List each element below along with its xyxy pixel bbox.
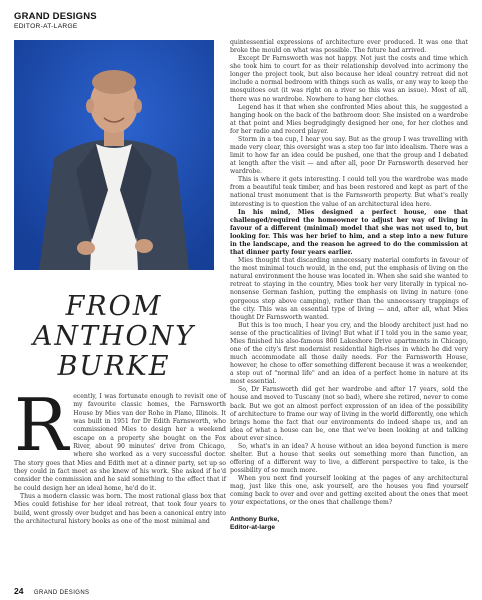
publication-name: GRAND DESIGNS (33, 590, 90, 596)
author-name: Anthony Burke, (230, 515, 280, 523)
article-title (14, 292, 214, 382)
body-paragraph: Except Dr Farnsworth was not happy. Not just the costs and time which she took him to court for as their relationship devolved into acrimony the longer the project took, but also because her ideal country retreat did not include a normal bedroom with things such as walls, or any way to keep the mosquitoes out (it was right on a river so this was an issue). Most of all, there was no wardrobe. Nowhere to hang her clothes. (230, 55, 468, 103)
body-paragraph: Thus a modern classic was born. The most rational glass box that Mies could fetishise for her ideal retreat, that took four years to build, went grossly over budget and has been a canonical entry into the architectural history books as one of the most minimal and (14, 493, 226, 526)
right-column (230, 39, 468, 533)
role-subtitle: EDITOR-AT-LARGE (14, 23, 78, 30)
body-paragraph: quintessential expressions of architecture ever produced. It was one that broke the mould on what was possible. The future had arrived. (230, 39, 468, 55)
drop-cap: R (14, 383, 69, 467)
left-column (14, 383, 226, 527)
body-paragraph: Storm in a tea cup, I hear you say. But as the group I was travelling with made very clear, this oversight was a step too far into idealism. There was a limit to how far an idea could be pushed, one that the group and I debated at length after the visit — and after all, poor Dr Farnsworth deserved her wardrobe. (230, 135, 468, 176)
brand-title: GRAND DESIGNS (14, 11, 97, 22)
body-paragraph: When you next find yourself looking at the pages of any architectural mag, just like this one, ask yourself, are the houses you find yourself coming back to over and over and getting excited about the ones that meet your expectations, or the ones that challenge them? (230, 475, 468, 507)
masthead (14, 12, 97, 30)
body-paragraph: Mies thought that discarding unnecessary material comforts in favour of the most minimal touch would, in the end, put the emphasis of living on the natural environment the house was located in. When she said she wanted to retreat to staying in the country, Mies took her very literally in typical no-nonsense German fashion, putting the emphasis on living in nature (one gorgeous step above camping), rather than the unnecessary trappings of the city. This was an essential type of living — and, after all, what Mies thought Dr Farnsworth wanted. (230, 257, 468, 321)
author-signature (230, 516, 468, 533)
author-role: Editor-at-large (230, 524, 276, 532)
title-line-2: ANTHONY (32, 321, 196, 352)
body-paragraph: So, what's in an idea? A house without an idea beyond function is mere shelter. But a house that seeks out something more than function, an offering of a different way to live, a different perspective to take, is the possibility of so much more. (230, 442, 468, 475)
body-paragraph: ecently, I was fortunate enough to revisit one of my favourite classic homes, the Farnsworth House by Mies van der Rohe in Plano, Illinois. It was built in 1951 for Dr Edith Farnsworth, who commissioned Mies to design her a weekend escape on a property she bought on the Fox River, about 90 minutes' drive from Chicago, where she worked as a very successful doctor. The story goes that Mies and Edith met at a dinner party, set up so they could in fact meet as she knew of his work. She asked if he'd consider the commission and he said something to the effect that if he could design her an ideal home, he'd do it. (14, 393, 226, 492)
title-line-1: FROM (65, 291, 163, 322)
page-number: 24 (14, 586, 24, 596)
portrait-photo (14, 40, 214, 270)
portrait-illustration (14, 40, 214, 270)
body-paragraph: So, Dr Farnsworth did get her wardrobe and after 17 years, sold the house and moved to Tuscany (not so bad), where she retired, never to come back. But we got an almost perfect expression of an idea of the possibility of architecture to frame our way of living in the world differently, one which brings home the fact that our environments do indeed shape us, and an idea of what a house can be, one that we've been looking at and talking about ever since. (230, 386, 468, 442)
highlight-paragraph: In his mind, Mies designed a perfect house, one that challenged/required the homeowner to adjust her way of living in favour of a different (minimal) model that she was not used to, but looking for. This was her brief to him, and a step into a new future in the landscape, and the reason he agreed to do the commission at that dinner party four years earlier. (230, 208, 468, 257)
body-paragraph: Legend has it that when she confronted Mies about this, he suggested a hanging hook on the back of the bathroom door. She insisted on a wardrobe at that point and Mies begrudgingly designed her one, for her clothes and for her radio and record player. (230, 103, 468, 135)
page-footer (14, 581, 89, 599)
body-paragraph: But this is too much, I hear you cry, and the bloody architect just had no sense of the practicalities of living! But what if I told you in the same year, Mies finished his also-famous 860 Lakeshore Drive apartments in Chicago, one of the city's first modernist residential high-rises in which he did very much accommodate all those daily needs. For the Farnsworth House, however, he chose to offer something different because it was a weekender, a step out of "normal life" and an idea of a perfect home in nature at its most essential. (230, 321, 468, 386)
body-paragraph: This is where it gets interesting. I could tell you the wardrobe was made from a beautiful teak timber, and has been restored and kept as part of the national trust monument that is the Farnsworth property. But what's really interesting is to question the value of an architectural idea here. (230, 176, 468, 208)
title-line-3: BURKE (57, 351, 171, 382)
